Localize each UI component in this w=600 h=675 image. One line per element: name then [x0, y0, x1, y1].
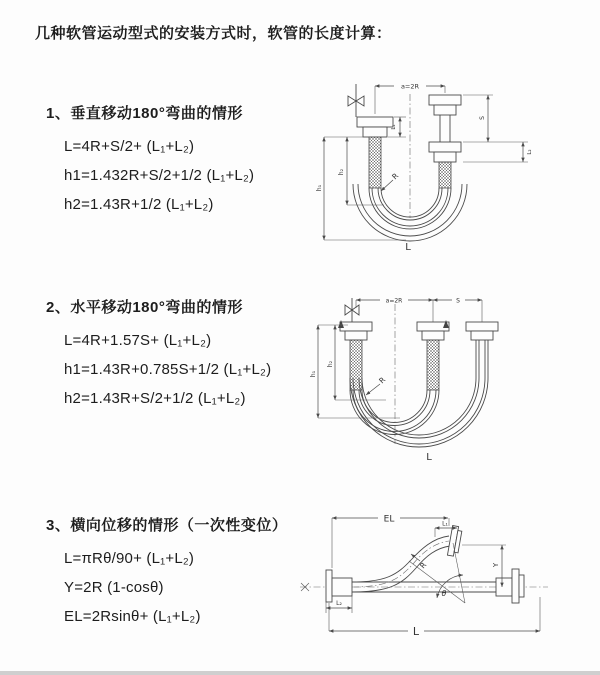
- section-vertical-movement: [46, 102, 254, 219]
- label-l1: L₁: [391, 124, 397, 130]
- label-r: R: [417, 560, 429, 571]
- formula-line: L=πRθ/90+ (L₁+L₂): [64, 550, 195, 567]
- hose-arcs-position2: [350, 340, 488, 447]
- label-h1: h₁: [316, 184, 323, 192]
- dim-l2: [463, 142, 533, 162]
- right-flange-fitting: [466, 322, 498, 340]
- dim-el: [332, 512, 449, 568]
- hose-braid: [439, 162, 451, 188]
- formula-line: Y=2R (1-cosθ): [64, 579, 164, 596]
- scan-edge: [0, 671, 600, 675]
- diagram-horizontal-180-bend: [308, 282, 553, 467]
- label-a2r: a=2R: [385, 297, 403, 305]
- valve-icon: [348, 84, 364, 117]
- left-flange-fitting: [357, 117, 393, 188]
- label-y: Y: [492, 562, 500, 568]
- diagram-vertical-180-bend: [310, 70, 545, 265]
- hose-braid: [350, 340, 362, 390]
- formula-line: L=4R+S/2+ (L₁+L₂): [64, 138, 195, 155]
- label-s: S: [479, 116, 486, 120]
- section-lateral-displacement: [46, 514, 287, 631]
- hose-braid: [369, 137, 381, 188]
- label-l: L: [405, 242, 411, 253]
- section-3-heading: 3、横向位移的情形（一次性变位）: [46, 517, 288, 534]
- label-l2: L₂: [336, 600, 342, 607]
- left-flange-fitting: [340, 322, 372, 390]
- page-title: 几种软管运动型式的安装方式时，软管的长度计算：: [35, 25, 392, 42]
- formula-line: h1=1.432R+S/2+1/2 (L₁+L₂): [64, 167, 255, 184]
- section-horizontal-movement: [46, 296, 271, 413]
- dim-l: [329, 597, 540, 638]
- dim-s: [433, 295, 482, 322]
- label-l2: L₂: [527, 149, 533, 155]
- label-s: S: [456, 297, 460, 305]
- hose-straight-position: [352, 569, 524, 603]
- formula-line: h2=1.43R+S/2+1/2 (L₁+L₂): [64, 390, 246, 407]
- formula-line: L=4R+1.57S+ (L₁+L₂): [64, 332, 212, 349]
- radius-leader: [381, 171, 400, 191]
- hose-braid: [427, 340, 439, 390]
- label-r: R: [377, 375, 388, 386]
- section-2-heading: 2、水平移动180°弯曲的情形: [46, 299, 243, 316]
- dim-s: [463, 95, 528, 142]
- label-l: L: [426, 452, 432, 463]
- label-el: EL: [383, 514, 395, 525]
- hose-arcs-position1: [350, 390, 439, 435]
- label-r: R: [390, 171, 401, 182]
- formula-line: h1=1.43R+0.785S+1/2 (L₁+L₂): [64, 361, 272, 378]
- label-h2: h₂: [327, 360, 334, 368]
- right-flange-fitting: [429, 95, 461, 188]
- valve-icon: [345, 298, 359, 322]
- label-l1: L₁: [442, 520, 448, 528]
- label-h1: h₁: [310, 370, 317, 378]
- formula-line: EL=2Rsinθ+ (L₁+L₂): [64, 608, 201, 625]
- radius-leader: [366, 375, 387, 395]
- diagram-lateral-displacement: [298, 505, 563, 650]
- left-flange-fitting: [326, 570, 352, 602]
- formula-line: h2=1.43R+1/2 (L₁+L₂): [64, 196, 214, 213]
- middle-flange-fitting: [417, 322, 449, 390]
- dim-a2r: [356, 295, 433, 322]
- label-a2r: a=2R: [400, 82, 420, 91]
- section-1-heading: 1、垂直移动180°弯曲的情形: [46, 105, 243, 122]
- label-h2: h₂: [338, 168, 345, 176]
- dim-h1: [316, 137, 406, 240]
- label-l: L: [412, 625, 420, 638]
- label-theta: θ: [441, 589, 447, 598]
